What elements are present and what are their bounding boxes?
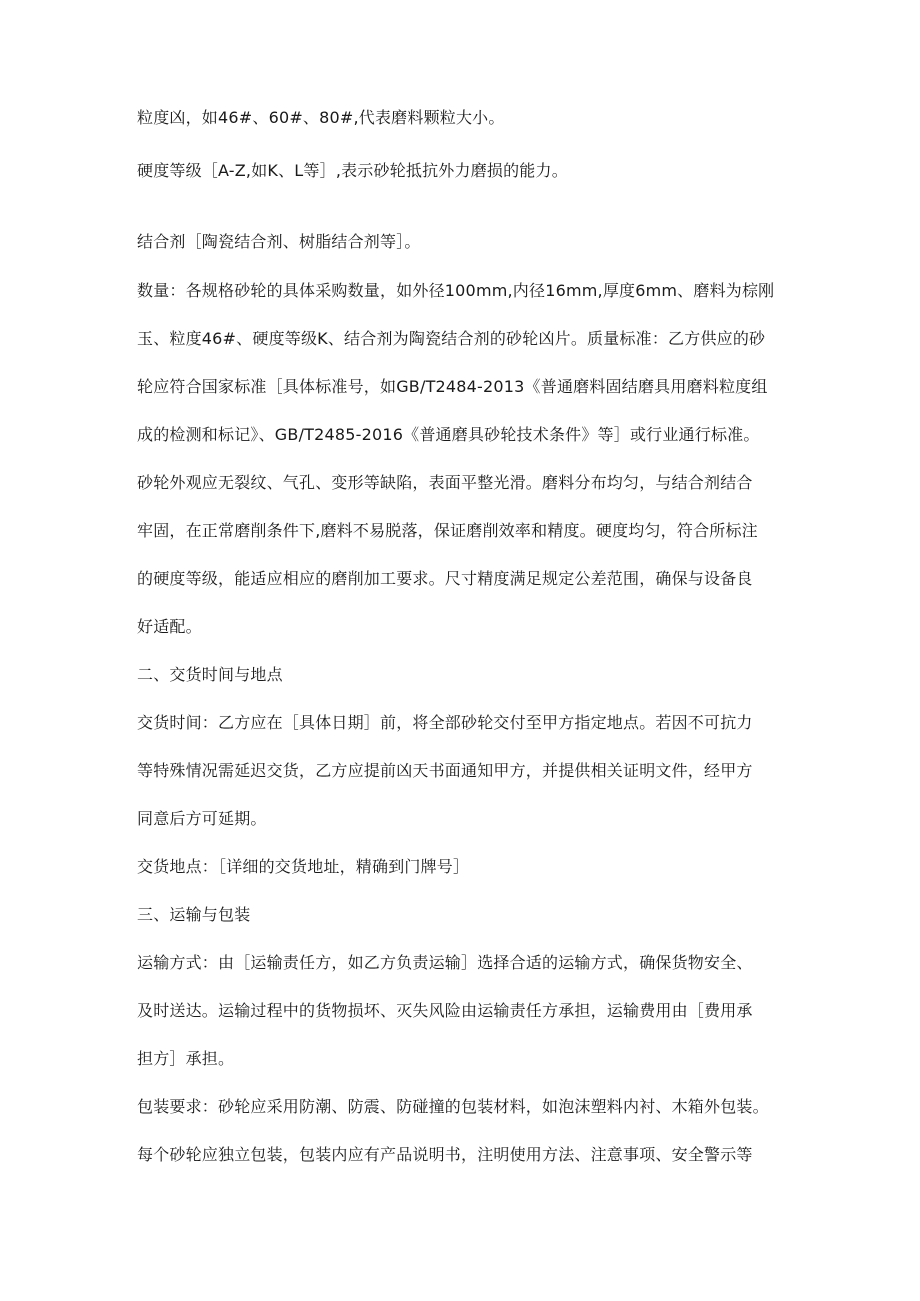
text-line: 每个砂轮应独立包装，包装内应有产品说明书，注明使用方法、注意事项、安全警示等 [137, 1145, 753, 1164]
text-line: 交货地点：［详细的交货地址，精确到门牌号］ [137, 857, 470, 876]
section-heading: 二、交货时间与地点 [137, 665, 283, 684]
text-line: 交货时间：乙方应在［具体日期］前，将全部砂轮交付至甲方指定地点。若因不可抗力 [137, 713, 753, 732]
text-line: 结合剂［陶瓷结合剂、树脂结合剂等］。 [137, 232, 421, 251]
text-line: 及时送达。运输过程中的货物损坏、灭失风险由运输责任方承担，运输费用由［费用承 [137, 1001, 753, 1020]
text-line: 包装要求：砂轮应采用防潮、防震、防碰撞的包装材料，如泡沫塑料内衬、木箱外包装。 [137, 1097, 769, 1116]
text-line: 的硬度等级，能适应相应的磨削加工要求。尺寸精度满足规定公差范围，确保与设备良 [137, 569, 753, 588]
text-line: 轮应符合国家标准［具体标准号，如GB/T2484-2013《普通磨料固结磨具用磨料粒度组 [137, 377, 768, 396]
text-line: 好适配。 [137, 617, 202, 636]
text-line: 粒度凶，如46#、60#、80#,代表磨料颗粒大小。 [137, 108, 505, 127]
text-line: 运输方式：由［运输责任方，如乙方负责运输］选择合适的运输方式，确保货物安全、 [137, 953, 753, 972]
text-line: 等特殊情况需延迟交货，乙方应提前凶天书面通知甲方，并提供相关证明文件，经甲方 [137, 761, 753, 780]
text-line: 玉、粒度46#、硬度等级K、结合剂为陶瓷结合剂的砂轮凶片。质量标准：乙方供应的砂 [137, 329, 766, 348]
text-line: 同意后方可延期。 [137, 809, 267, 828]
text-line: 牢固，在正常磨削条件下,磨料不易脱落，保证磨削效率和精度。硬度均匀，符合所标注 [137, 521, 758, 540]
text-line: 成的检测和标记》、GB/T2485-2016《普通磨具砂轮技术条件》等］或行业通行标准。 [137, 425, 760, 444]
text-line: 砂轮外观应无裂纹、气孔、变形等缺陷，表面平整光滑。磨料分布均匀，与结合剂结合 [137, 473, 753, 492]
text-line: 担方］承担。 [137, 1049, 235, 1068]
text-line: 数量：各规格砂轮的具体采购数量，如外径100mm,内径16mm,厚度6mm、磨料为棕刚 [137, 281, 775, 300]
text-line: 硬度等级［A-Z,如K、L等］,表示砂轮抵抗外力磨损的能力。 [137, 161, 568, 180]
section-heading: 三、运输与包装 [137, 905, 251, 924]
